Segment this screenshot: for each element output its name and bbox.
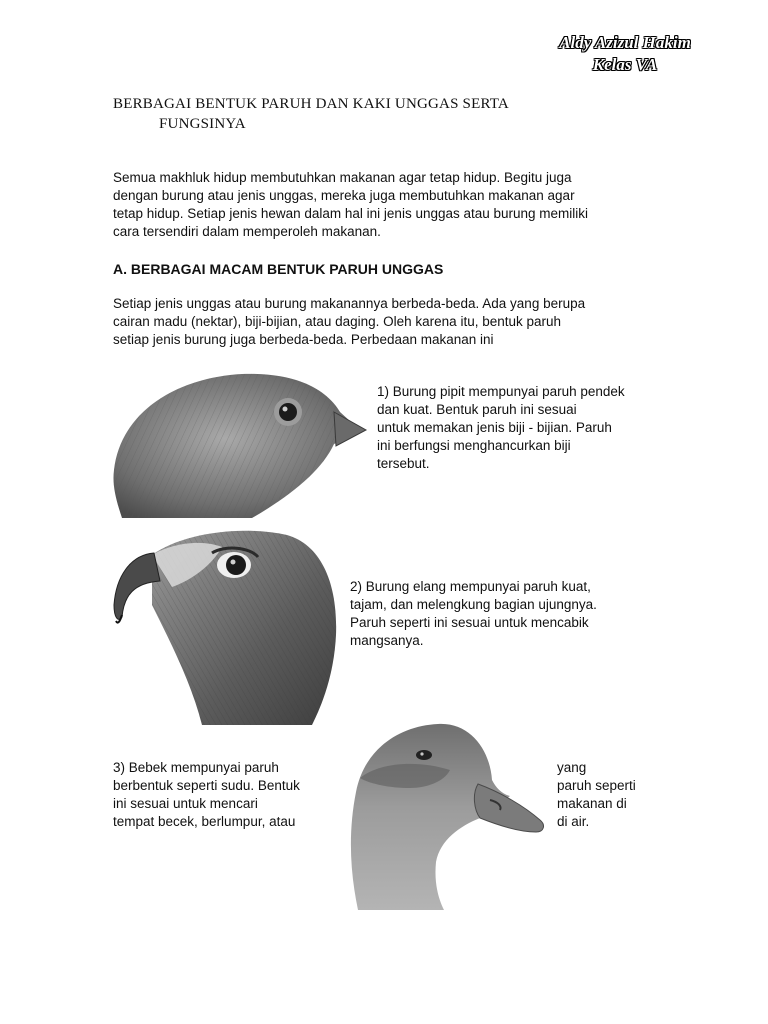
sparrow-caption-line: ini berfungsi menghancurkan biji bbox=[377, 438, 571, 453]
author-class: Kelas VA bbox=[592, 55, 658, 74]
duck-caption-line: yang bbox=[557, 760, 587, 775]
intro-paragraph bbox=[113, 169, 653, 241]
duck-caption-right bbox=[557, 759, 667, 831]
sparrow-head-image bbox=[112, 360, 368, 520]
duck-caption-line: ini sesuai untuk mencari bbox=[113, 796, 258, 811]
duck-caption-line: makanan di bbox=[557, 796, 627, 811]
duck-caption-line: paruh seperti bbox=[557, 778, 636, 793]
duck-caption-left bbox=[113, 759, 343, 831]
eagle-caption-line: Paruh seperti ini sesuai untuk mencabik bbox=[350, 615, 589, 630]
section-a-line: setiap jenis burung juga berbeda-beda. Perbedaan makanan ini bbox=[113, 332, 494, 347]
sparrow-caption-line: 1) Burung pipit mempunyai paruh pendek bbox=[377, 384, 625, 399]
title-line-2: FUNGSINYA bbox=[159, 116, 246, 132]
eagle-caption-line: mangsanya. bbox=[350, 633, 424, 648]
sparrow-caption-line: dan kuat. Bentuk paruh ini sesuai bbox=[377, 402, 577, 417]
author-name: Aldy Azizul Hakim bbox=[559, 33, 691, 52]
eagle-caption-line: 2) Burung elang mempunyai paruh kuat, bbox=[350, 579, 591, 594]
duck-caption-line: tempat becek, berlumpur, atau bbox=[113, 814, 296, 829]
section-a-paragraph bbox=[113, 295, 653, 349]
eagle-caption bbox=[350, 578, 640, 650]
duck-caption-line: 3) Bebek mempunyai paruh bbox=[113, 760, 279, 775]
author-block bbox=[520, 32, 730, 76]
sparrow-caption bbox=[377, 383, 667, 473]
section-a-line: Setiap jenis unggas atau burung makanannya berbeda-beda. Ada yang berupa bbox=[113, 296, 586, 311]
eagle-caption-line: tajam, dan melengkung bagian ujungnya. bbox=[350, 597, 597, 612]
intro-line: Semua makhluk hidup membutuhkan makanan agar tetap hidup. Begitu juga bbox=[113, 170, 572, 185]
sparrow-caption-line: untuk memakan jenis biji - bijian. Paruh bbox=[377, 420, 612, 435]
section-a-heading: A. BERBAGAI MACAM BENTUK PARUH UNGGAS bbox=[113, 261, 444, 277]
duck-caption-line: berbentuk seperti sudu. Bentuk bbox=[113, 778, 300, 793]
document-title bbox=[113, 94, 673, 134]
section-a-line: cairan madu (nektar), biji-bijian, atau daging. Oleh karena itu, bentuk paruh bbox=[113, 314, 562, 329]
duck-head-image bbox=[340, 722, 550, 910]
sparrow-caption-line: tersebut. bbox=[377, 456, 430, 471]
duck-caption-line: di air. bbox=[557, 814, 590, 829]
intro-line: cara tersendiri dalam memperoleh makanan. bbox=[113, 224, 381, 239]
intro-line: tetap hidup. Setiap jenis hewan dalam hal ini jenis unggas atau burung memiliki bbox=[113, 206, 589, 221]
intro-line: dengan burung atau jenis unggas, mereka juga membutuhkan makanan agar bbox=[113, 188, 575, 203]
eagle-head-image bbox=[112, 525, 342, 725]
title-line-1: BERBAGAI BENTUK PARUH DAN KAKI UNGGAS SERTA bbox=[113, 96, 509, 112]
